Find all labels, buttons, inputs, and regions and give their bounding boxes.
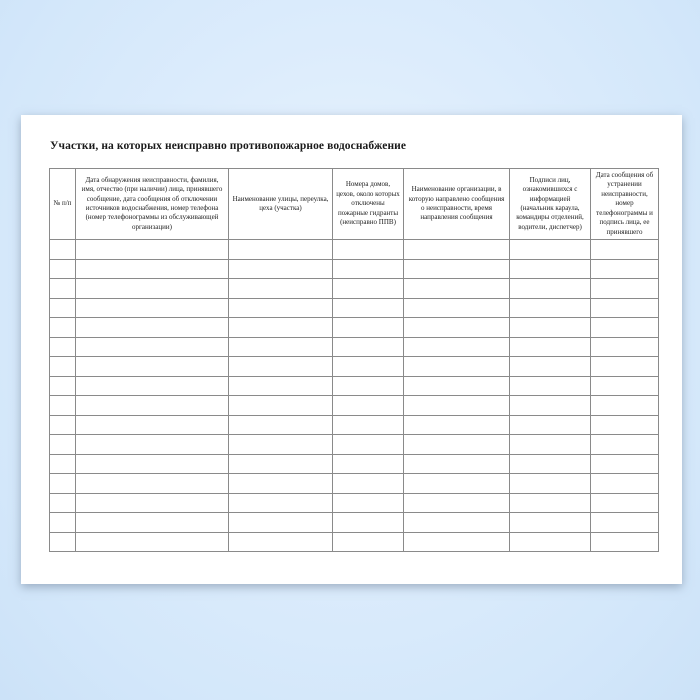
table-cell [50,337,76,357]
fire-water-supply-table [49,168,659,552]
table-cell [333,493,404,513]
table-cell [510,454,591,474]
table-cell [333,357,404,377]
table-cell [50,259,76,279]
table-cell [404,435,510,455]
table-cell [229,474,333,494]
table-cell [76,357,229,377]
table-header-row [50,169,659,240]
table-cell [510,493,591,513]
table-cell [229,357,333,377]
table-cell [510,279,591,299]
table-cell [50,318,76,338]
table-cell [229,259,333,279]
table-cell [510,396,591,416]
table-cell [76,454,229,474]
table-cell [591,240,659,260]
table-cell [404,493,510,513]
table-cell [404,279,510,299]
table-cell [591,337,659,357]
table-cell [591,435,659,455]
table-cell [510,474,591,494]
table-cell [50,240,76,260]
col-header-fault-detection-details: Дата обнаружения неисправности, фамилия, имя, отчество (при наличии) лица, принявшего сообщение, дата сообщения об отключении источников водоснабжения, номер телефона (номер телефонограммы из обслуживающей организации) [76,169,229,240]
table-cell [333,415,404,435]
table-cell [404,513,510,533]
table-cell [76,298,229,318]
table-cell [76,318,229,338]
table-row [50,396,659,416]
table-cell [333,454,404,474]
table-row [50,298,659,318]
table-cell [76,493,229,513]
table-cell [591,259,659,279]
table-cell [50,513,76,533]
table-cell [229,240,333,260]
table-cell [591,415,659,435]
table-cell [50,532,76,552]
table-cell [76,513,229,533]
table-cell [50,474,76,494]
table-cell [333,435,404,455]
table-cell [229,532,333,552]
table-cell [404,298,510,318]
table-row [50,259,659,279]
table-cell [76,435,229,455]
table-cell [229,454,333,474]
table-cell [404,318,510,338]
page-title: Участки, на которых неисправно противопожарное водоснабжение [50,140,407,152]
table-row [50,357,659,377]
table-cell [591,513,659,533]
table-cell [229,376,333,396]
col-header-resolution-date: Дата сообщения об устранении неисправности, номер телефонограммы и подпись лица, ее принявшего [591,169,659,240]
document-page [21,115,682,584]
table-cell [404,337,510,357]
table-cell [591,318,659,338]
table-cell [76,396,229,416]
table-cell [333,532,404,552]
table-cell [510,357,591,377]
table-body [50,240,659,552]
table-cell [50,415,76,435]
col-header-notified-organization: Наименование организации, в которую направлено сообщения о неисправности, время направления сообщения [404,169,510,240]
table-cell [510,259,591,279]
table-cell [229,396,333,416]
table-cell [333,279,404,299]
table-row [50,318,659,338]
table-cell [591,357,659,377]
table-cell [404,532,510,552]
table-cell [510,376,591,396]
table-cell [76,279,229,299]
table-cell [404,357,510,377]
table-cell [591,396,659,416]
table-row [50,376,659,396]
table-cell [229,435,333,455]
table-cell [76,474,229,494]
table-cell [404,474,510,494]
table-cell [229,513,333,533]
table-cell [510,337,591,357]
table-row [50,337,659,357]
table-cell [510,298,591,318]
table-row [50,240,659,260]
table-cell [333,513,404,533]
col-header-street-name: Наименование улицы, переулка, цеха (участка) [229,169,333,240]
table-row [50,513,659,533]
table-cell [76,376,229,396]
table-cell [50,396,76,416]
table-cell [76,337,229,357]
table-cell [229,337,333,357]
table-cell [50,435,76,455]
table-cell [510,240,591,260]
table-cell [50,357,76,377]
table-cell [333,298,404,318]
table-cell [510,532,591,552]
table-row [50,454,659,474]
table-cell [404,454,510,474]
table-cell [591,454,659,474]
table-cell [591,376,659,396]
table-cell [229,298,333,318]
col-header-signatures: Подписи лиц, ознакомившихся с информацией (начальник караула, командиры отделений, водители, диспетчер) [510,169,591,240]
table-cell [76,240,229,260]
table-cell [591,474,659,494]
table-cell [510,435,591,455]
table-cell [404,240,510,260]
table-cell [591,532,659,552]
table-row [50,493,659,513]
table-cell [229,318,333,338]
table-cell [76,415,229,435]
table-cell [50,279,76,299]
table-row [50,474,659,494]
table-row [50,415,659,435]
table-cell [50,493,76,513]
table-cell [50,298,76,318]
table-cell [333,318,404,338]
table-cell [404,259,510,279]
table-cell [333,396,404,416]
table-row [50,435,659,455]
table-cell [333,337,404,357]
table-cell [76,259,229,279]
table-cell [333,474,404,494]
table-cell [229,493,333,513]
table-cell [333,259,404,279]
table-cell [591,493,659,513]
table-cell [229,279,333,299]
table-cell [510,513,591,533]
table-cell [404,376,510,396]
table-cell [76,532,229,552]
col-header-house-numbers: Номера домов, цехов, около которых отключены пожарные гидранты (неисправно ППВ) [333,169,404,240]
table-cell [229,415,333,435]
table-cell [591,298,659,318]
table-cell [333,240,404,260]
table-cell [510,415,591,435]
table-row [50,279,659,299]
table-cell [333,376,404,396]
table-cell [50,454,76,474]
table-cell [404,396,510,416]
table-cell [591,279,659,299]
table-cell [510,318,591,338]
table-cell [50,376,76,396]
table-row [50,532,659,552]
table-cell [404,415,510,435]
col-header-row-number: № п/п [50,169,76,240]
